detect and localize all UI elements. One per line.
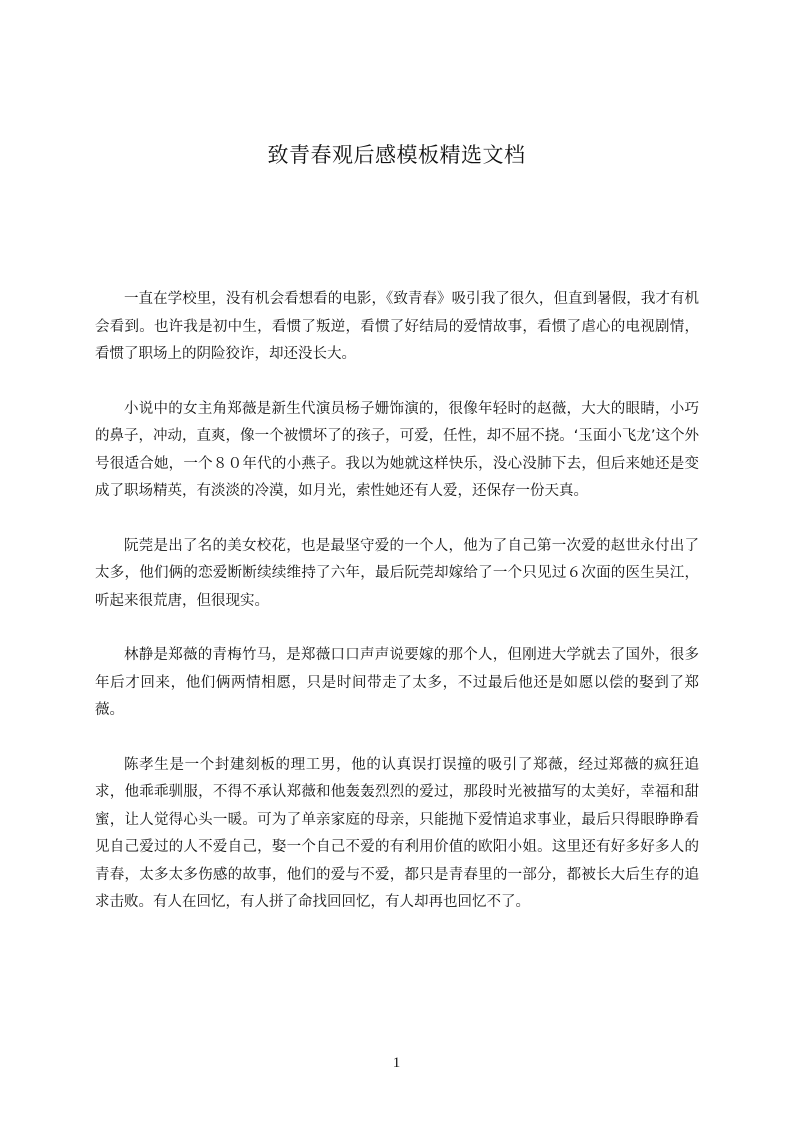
document-body — [95, 286, 699, 944]
paragraph-5: 陈孝生是一个封建刻板的理工男，他的认真误打误撞的吸引了郑薇，经过郑薇的疯狂追求，他乖乖驯服，不得不承认郑薇和他轰轰烈烈的爱过，那段时光被描写的太美好，幸福和甜蜜，让人觉得心头一暖。可为了单亲家庭的母亲，只能抛下爱情追求事业，最后只得眼睁睁看见自己爱过的人不爱自己，娶一个自己不爱的有利用价值的欧阳小姐。这里还有好多好多人的青春，太多太多伤感的故事，他们的爱与不爱，都只是青春里的一部分，都被长大后生存的追求击败。有人在回忆，有人拼了命找回回忆，有人却再也回忆不了。 — [95, 756, 699, 910]
paragraph-4: 林静是郑薇的青梅竹马，是郑薇口口声声说要嫁的那个人，但刚进大学就去了国外，很多年后才回来，他们俩两情相愿，只是时间带走了太多，不过最后他还是如愿以偿的娶到了郑薇。 — [95, 647, 699, 718]
paragraph-3: 阮莞是出了名的美女校花，也是最坚守爱的一个人，他为了自己第一次爱的赵世永付出了太多，他们俩的恋爱断断续续维持了六年，最后阮莞却嫁给了一个只见过６次面的医生吴江，听起来很荒唐，但很现实。 — [95, 537, 699, 609]
document-title: 致青春观后感模板精选文档 — [267, 143, 526, 167]
paragraph-1: 一直在学校里，没有机会看想看的电影，《致青春》吸引我了很久，但直到暑假，我才有机会看到。也许我是初中生，看惯了叛逆，看惯了好结局的爱情故事，看惯了虐心的电视剧情，看惯了职场上的阴险狡诈，却还没长大。 — [95, 291, 699, 362]
page-number: 1 — [392, 1055, 401, 1071]
paragraph-2: 小说中的女主角郑薇是新生代演员杨子姗饰演的，很像年轻时的赵薇，大大的眼睛，小巧的鼻子，冲动，直爽，像一个被惯坏了的孩子，可爱，任性，却不屈不挠。‘玉面小飞龙’这个外号很适合她，一个８０年代的小燕子。我以为她就这样快乐，没心没肺下去，但后来她还是变成了职场精英，有淡淡的冷漠，如月光，索性她还有人爱，还保存一份天真。 — [95, 400, 699, 499]
